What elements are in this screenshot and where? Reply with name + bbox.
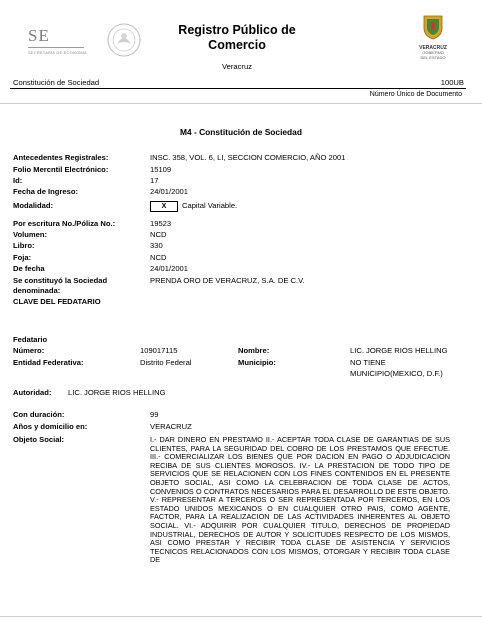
page-title-line1: Registro Público de — [178, 23, 296, 37]
page-subtitle: Veracruz — [222, 62, 252, 71]
fedatario-entidad-label: Entidad Federativa: — [13, 358, 84, 367]
objeto-social-text: I.- DAR DINERO EN PRESTAMO II.- ACEPTAR TODA CLASE DE GARANTIAS DE SUS CLIENTES, PARA LA SEGURIDAD DEL COBRO DE LOS PRESTAMOS QUE EFECTUE. III.- COMERCIALIZAR LOS BIENES QUE POR DACION EN PAGO O ADJUDICACION RECIBA DE SUS CLIENTES MOROSOS. IV.- LA PRESTACION DE TODO TIPO DE SERVICIOS QUE SE RELACIONEN CON LOS FINES CONTENIDOS EN EL PRESENTE OBJETO SOCIAL, ASI COMO LA CELEBRACION DE TODA CLASE DE ACTOS, CONVENIOS O CONTRATOS NECESARIOS PARA EL DESARROLLO DE ESTE OBJETO. V.- REPRESENTAR A TERCEROS O SER REPRESENTADA POR TERCEROS, EN LOS ESTADO UNIDOS MEXICANOS O EN CUALQUIER OTRO PAIS, COMO AGENTE, FACTOR, PARA LA REALIZACION DE LAS ACTIVIDADES INHERENTES AL OBJETO SOCIAL. VI.- ADQUIRIR POR CUALQUIER TITULO, DERECHOS DE PROPIEDAD INDUSTRIAL, DERECHOS DE AUTOR Y SOLICITUDES RESPECTO DE LOS MISMOS, ASI COMO PRESTAR Y RECIBIR TODA CLASE DE ASISTENCIA Y SERVICIOS TECNICOS RELACIONADOS CON LOS MISMOS, OTORGAR Y RECIBIR TODA CLASE DE — [150, 435, 450, 565]
fedatario-numero-value: 109017115 — [140, 346, 178, 355]
clave-fedatario-heading: CLAVE DEL FEDATARIO — [13, 297, 101, 306]
domicilio-label: Años y domicilio en: — [13, 422, 88, 431]
mexico-seal-icon — [106, 22, 142, 58]
fedatario-numero-label: Número: — [13, 346, 45, 355]
antecedentes-label: Antecedentes Registrales: — [13, 153, 109, 162]
foja-label: Foja: — [13, 253, 32, 262]
page-title-line2: Comercio — [208, 38, 266, 52]
doc-type-label: Constitución de Sociedad — [13, 78, 100, 87]
libro-value: 330 — [150, 241, 163, 250]
duracion-label: Con duración: — [13, 410, 65, 419]
modalidad-value: Capital Variable. — [182, 201, 238, 210]
id-label: Id: — [13, 176, 23, 185]
page-separator — [0, 103, 482, 104]
sociedad-value: PRENDA ORO DE VERACRUZ, S.A. DE C.V. — [150, 276, 305, 285]
doc-bar-rule — [10, 88, 466, 89]
escritura-label: Por escritura No./Póliza No.: — [13, 219, 116, 228]
volumen-value: NCD — [150, 230, 167, 239]
se-logo-rule — [28, 47, 84, 48]
doc-number: 100UB — [440, 78, 464, 87]
veracruz-logo — [413, 14, 453, 60]
se-logo-subtitle: SECRETARÍA DE ECONOMÍA — [28, 50, 88, 55]
fecha-ingreso-label: Fecha de Ingreso: — [13, 187, 78, 196]
libro-label: Libro: — [13, 241, 35, 250]
fedatario-municipio-label: Municipio: — [238, 358, 276, 367]
veracruz-logo-sub1: GOBIERNO — [422, 50, 444, 55]
modalidad-label: Modalidad: — [13, 201, 54, 210]
sociedad-label-line1: Se constituyó la Sociedad — [13, 276, 108, 285]
sociedad-label-line2: denominada: — [13, 286, 61, 295]
fedatario-nombre-label: Nombre: — [238, 346, 270, 355]
numero-unico-label: Número Único de Documento — [369, 91, 462, 98]
se-logo-text: SE — [28, 26, 50, 45]
autoridad-value: LIC. JORGE RIOS HELLING — [68, 388, 166, 397]
domicilio-value: VERACRUZ — [150, 422, 192, 431]
de-fecha-value: 24/01/2001 — [150, 264, 189, 273]
fedatario-entidad-value: Distrito Federal — [140, 358, 192, 367]
fedatario-municipio-value-line2: MUNICIPIO(MEXICO, D.F.) — [350, 369, 443, 378]
fedatario-municipio-value-line1: NO TIENE — [350, 358, 386, 367]
de-fecha-label: De fecha — [13, 264, 45, 273]
volumen-label: Volumen: — [13, 230, 48, 239]
section-title: M4 - Constitución de Sociedad — [180, 127, 302, 137]
foja-value: NCD — [150, 253, 167, 262]
duracion-value: 99 — [150, 410, 159, 419]
fecha-ingreso-value: 24/01/2001 — [150, 187, 189, 196]
se-logo — [22, 22, 102, 58]
fedatario-nombre-value: LIC. JORGE RIOS HELLING — [350, 346, 448, 355]
page-bottom-separator — [0, 616, 482, 617]
modalidad-checkbox: X — [150, 201, 178, 212]
folio-label: Folio Mercntil Electrónico: — [13, 165, 109, 174]
id-value: 17 — [150, 176, 159, 185]
escritura-value: 19523 — [150, 219, 172, 228]
veracruz-logo-name: VERACRUZ — [419, 45, 447, 51]
objeto-social-label: Objeto Social: — [13, 435, 65, 444]
fedatario-title: Fedatario — [13, 335, 48, 344]
veracruz-logo-sub2: DEL ESTADO — [420, 54, 446, 60]
folio-value: 15109 — [150, 165, 172, 174]
autoridad-label: Autoridad: — [13, 388, 52, 397]
veracruz-shield-icon — [422, 14, 444, 40]
antecedentes-value: INSC. 358, VOL. 6, LI, SECCION COMERCIO, AÑO 2001 — [150, 153, 346, 162]
